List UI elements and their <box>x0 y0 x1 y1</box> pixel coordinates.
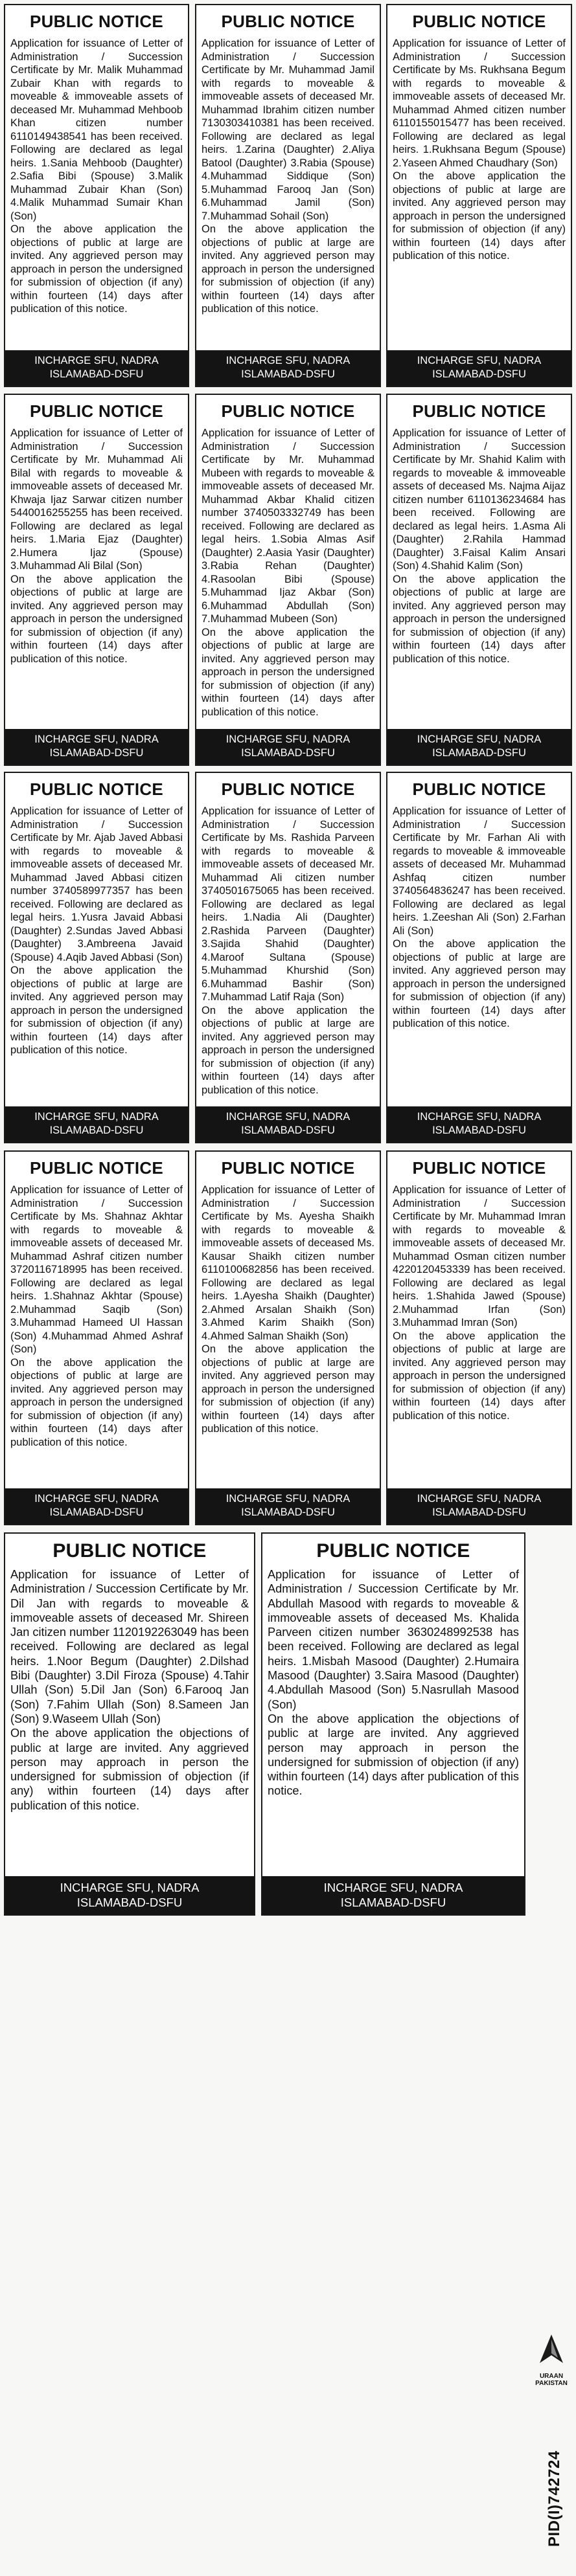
public-notice-12 <box>386 1150 572 1525</box>
notice-application-text: Application for issuance of Letter of Administration / Succession Certificate by Mr. Muhammad Imran with regards to moveable & immoveable assets of deceased Mr. Muhammad Osman citizen number 4220120453339 has been received. Following are declared as legal heirs. 1.Shahida Jawed (Spouse) 2.Muhammad Irfan (Son) 3.Muhammad Imran (Son) <box>393 1184 566 1328</box>
notice-application-text: Application for issuance of Letter of Administration / Succession Certificate by Mr. Muhammad Jamil with regards to moveable & immoveable assets of deceased Mr. Muhammad Ibrahim citizen number 7130303410381 has been received. Following are declared as legal heirs. 1.Zarina (Daughter) 2.Aliya Batool (Daughter) 3.Rabia (Spouse) 4.Muhammad Siddique (Son) 5.Muhammad Farooq Jan (Son) 6.Muhammad Jamil (Son) 7.Muhammad Sohail (Son) <box>202 38 374 222</box>
footer-line-2: ISLAMABAD-DSFU <box>241 747 335 759</box>
notice-title: PUBLIC NOTICE <box>221 401 355 421</box>
notice-title: PUBLIC NOTICE <box>412 779 546 799</box>
notice-body <box>5 805 188 1057</box>
notice-body <box>196 805 380 1097</box>
footer-line-1: INCHARGE SFU, NADRA <box>225 355 351 366</box>
notice-title: PUBLIC NOTICE <box>29 1158 164 1178</box>
public-notice-14 <box>261 1532 525 1916</box>
notice-application-text: Application for issuance of Letter of Administration / Succession Certificate by Mr. Muhammad Mubeen with regards to moveable & immoveable assets of deceased Mr. Muhammad Akbar Khalid citizen number 3740503332749 has been received. Following are declared as legal heirs. 1.Sobia Almas Asif (Daughter) 2.Aasia Yasir (Daughter) 3.Rabia Rehan (Daughter) 4.Rasoolan Bibi (Spouse) 5.Muhammad Ijaz Akbar (Son) 6.Muhammad Abdullah (Son) 7.Muhammad Mubeen (Son) <box>202 427 374 625</box>
notice-application-text: Application for issuance of Letter of Administration / Succession Certificate by Mr. Muhammad Ali Bilal with regards to moveable & immoveable assets of deceased Mr. Khwaja Ijaz Sarwar citizen number 5440016255255 has been received. Following are declared as legal heirs. 1.Maria Ejaz (Daughter) 2.Humera Ijaz (Spouse) 3.Muhammad Ali Bilal (Son) <box>10 427 183 572</box>
notice-footer <box>196 1488 380 1524</box>
footer-line-2: ISLAMABAD-DSFU <box>432 1506 526 1518</box>
public-notice-8 <box>195 772 381 1143</box>
footer-line-2: ISLAMABAD-DSFU <box>49 1506 144 1518</box>
notice-body <box>196 37 380 316</box>
footer-line-1: INCHARGE SFU, NADRA <box>417 1493 542 1505</box>
footer-line-2: ISLAMABAD-DSFU <box>49 1125 144 1136</box>
notice-application-text: Application for issuance of Letter of Administration / Succession Certificate by Ms. Shahnaz Akhtar with regards to moveable & immoveable assets of deceased Mr. Muhammad Ashraf citizen number 3720116718995 has been received. Following are declared as legal heirs. 1.Shahnaz Akhtar (Spouse) 2.Muhammad Saqib (Son) 3.Muhammad Hameed Ul Hassan (Son) 4.Muhammad Ahmed Ashraf (Son) <box>10 1184 183 1355</box>
notice-application-text: Application for issuance of Letter of Administration / Succession Certificate by Ms. Rashida Parveen with regards to moveable & immoveable assets of deceased Mr. Muhammad Ali citizen number 3740501675065 has been received. Following are declared as legal heirs. 1.Nadia Ali (Daughter) 2.Rashida Parveen (Daughter) 3.Sajida Shahid (Daughter) 4.Maroof Sultana (Spouse) 5.Muhammad Khurshid (Son) 6.Muhammad Bashir (Son) 7.Muhammad Latif Raja (Son) <box>202 805 374 1003</box>
footer-line-1: INCHARGE SFU, NADRA <box>34 355 159 366</box>
footer-line-1: INCHARGE SFU, NADRA <box>34 1493 159 1505</box>
footer-line-2: ISLAMABAD-DSFU <box>76 1896 183 1909</box>
notice-body <box>196 427 380 719</box>
notice-footer <box>5 1106 188 1142</box>
footer-line-1: INCHARGE SFU, NADRA <box>417 355 542 366</box>
notice-body <box>262 1567 524 1798</box>
notice-footer <box>262 1876 524 1914</box>
footer-line-1: INCHARGE SFU, NADRA <box>417 1111 542 1123</box>
notice-closing-text: On the above application the objections of public at large are invited. Any aggrieved person may approach in person the undersigned for submission of objection (if any) within fourteen (14) days after publication of this notice. <box>10 965 183 1056</box>
notice-title: PUBLIC NOTICE <box>316 1540 470 1562</box>
footer-line-1: INCHARGE SFU, NADRA <box>225 734 351 745</box>
notice-closing-text: On the above application the objections of public at large are invited. Any aggrieved person may approach in person the undersigned for submission of objection (if any) within fourteen (14) days after publication of this notice. <box>202 626 374 718</box>
notice-application-text: Application for issuance of Letter of Administration / Succession Certificate by Mr. Abdullah Masood with regards to moveable & immoveable assets of deceased Ms. Khalida Parveen citizen number 3630248992538 has been received. Following are declared as legal heirs. 1.Misbah Masood (Daughter) 2.Humaira Masood (Daughter) 3.Saira Masood (Daughter) 4.Abdullah Masood (Son) 5.Nasrullah Masood (Son) <box>268 1568 519 1711</box>
footer-line-1: INCHARGE SFU, NADRA <box>417 734 542 745</box>
notice-closing-text: On the above application the objections of public at large are invited. Any aggrieved person may approach in person the undersigned for submission of objection (if any) within fourteen (14) days after publication of this notice. <box>393 573 566 665</box>
notice-footer <box>5 350 188 386</box>
footer-line-2: ISLAMABAD-DSFU <box>432 747 526 759</box>
logo-line-1: URAAN <box>539 2373 564 2380</box>
notice-application-text: Application for issuance of Letter of Administration / Succession Certificate by Mr. Ajab Javed Abbasi with regards to moveable & immoveable assets of deceased Mr. Muhammad Javed Abbasi citizen number 3740589977357 has been received. Following are declared as legal heirs. 1.Yusra Javaid Abbasi (Daughter) 2.Sundas Javed Abbasi (Daughter) 3.Ambreena Javaid (Spouse) 4.Aqib Javed Abbasi (Son) <box>10 805 183 963</box>
notice-title: PUBLIC NOTICE <box>29 401 164 421</box>
notice-title: PUBLIC NOTICE <box>221 1158 355 1178</box>
notice-footer <box>196 350 380 386</box>
footer-line-2: ISLAMABAD-DSFU <box>340 1896 446 1909</box>
footer-line-2: ISLAMABAD-DSFU <box>432 1125 526 1136</box>
notice-closing-text: On the above application the objections of public at large are invited. Any aggrieved person may approach in person the undersigned for submission of objection (if any) within fourteen (14) days after publication of this notice. <box>10 573 183 665</box>
public-notice-7 <box>4 772 189 1143</box>
notice-closing-text: On the above application the objections of public at large are invited. Any aggrieved person may approach in person the undersigned for submission of objection (if any) within fourteen (14) days after publication of this notice. <box>202 223 374 315</box>
notice-application-text: Application for issuance of Letter of Administration / Succession Certificate by Ms. Ayesha Shaikh with regards to moveable & immoveable assets of deceased Ms. Kausar Shaikh citizen number 6110100682856 has been received. Following are declared as legal heirs. 1.Ayesha Shaikh (Daughter) 2.Ahmed Arsalan Shaikh (Son) 3.Ahmed Karim Shaikh (Son) 4.Ahmed Salman Shaikh (Son) <box>202 1184 374 1342</box>
notice-closing-text: On the above application the objections of public at large are invited. Any aggrieved person may approach in person the undersigned for submission of objection (if any) within fourteen (14) days after publication of this notice. <box>10 223 183 315</box>
footer-line-1: INCHARGE SFU, NADRA <box>323 1881 463 1894</box>
notice-application-text: Application for issuance of Letter of Administration / Succession Certificate by Mr. Farhan Ali with regards to moveable & immoveable assets of deceased Mr. Muhammad Ashfaq citizen number 3740564836247 has been received. Following are declared as legal heirs. 1.Zeeshan Ali (Son) 2.Farhan Ali (Son) <box>393 805 566 937</box>
public-notice-9 <box>386 772 572 1143</box>
public-notice-10 <box>4 1150 189 1525</box>
footer-line-2: ISLAMABAD-DSFU <box>49 747 144 759</box>
notice-title: PUBLIC NOTICE <box>221 12 355 31</box>
uraan-pakistan-logo <box>535 2331 568 2425</box>
notice-title: PUBLIC NOTICE <box>29 12 164 31</box>
notice-closing-text: On the above application the objections of public at large are invited. Any aggrieved person may approach in person the undersigned for submission of objection (if any) within fourteen (14) days after publication of this notice. <box>10 1356 183 1448</box>
public-notice-13 <box>4 1532 255 1916</box>
logo-line-2: PAKISTAN <box>535 2380 568 2387</box>
public-notice-4 <box>4 394 189 766</box>
notice-title: PUBLIC NOTICE <box>29 779 164 799</box>
notice-body <box>5 1183 188 1449</box>
notice-closing-text: On the above application the objections of public at large are invited. Any aggrieved person may approach in person the undersigned for submission of objection (if any) within fourteen (14) days after publication of this notice. <box>10 1727 249 1812</box>
footer-line-1: INCHARGE SFU, NADRA <box>60 1881 200 1894</box>
notice-application-text: Application for issuance of Letter of Administration / Succession Certificate by Mr. Shahid Kalim with regards to moveable & immoveable assets of deceased Ms. Najma Aijaz citizen number 6110136234684 has been received. Following are declared as legal heirs. 1.Asma Ali (Daughter) 2.Rahila Hammad (Daughter) 3.Faisal Kalim Ansari (Son) 4.Shahid Kalim (Son) <box>393 427 566 572</box>
footer-line-2: ISLAMABAD-DSFU <box>49 368 144 380</box>
notice-application-text: Application for issuance of Letter of Administration / Succession Certificate by Ms. Rukhsana Begum with regards to moveable & immoveable assets of deceased Mr. Muhammad Ahmed citizen number 6110155015477 has been received. Following are declared as legal heirs. 1.Rukhsana Begum (Spouse) 2.Yaseen Ahmed Chaudhary (Son) <box>393 38 566 169</box>
footer-line-2: ISLAMABAD-DSFU <box>241 1506 335 1518</box>
footer-line-1: INCHARGE SFU, NADRA <box>225 1111 351 1123</box>
notice-closing-text: On the above application the objections of public at large are invited. Any aggrieved person may approach in person the undersigned for submission of objection (if any) within fourteen (14) days after publication of this notice. <box>393 170 566 262</box>
notice-body <box>5 37 188 316</box>
public-notice-11 <box>195 1150 381 1525</box>
notice-footer <box>196 1106 380 1142</box>
notice-closing-text: On the above application the objections of public at large are invited. Any aggrieved person may approach in person the undersigned for submission of objection (if any) within fourteen (14) days after publication of this notice. <box>268 1712 519 1798</box>
public-notice-3 <box>386 4 572 387</box>
notice-title: PUBLIC NOTICE <box>412 401 546 421</box>
notice-footer <box>5 729 188 765</box>
footer-line-1: INCHARGE SFU, NADRA <box>34 734 159 745</box>
notice-footer <box>387 1488 571 1524</box>
footer-line-2: ISLAMABAD-DSFU <box>432 368 526 380</box>
public-notice-6 <box>386 394 572 766</box>
footer-line-1: INCHARGE SFU, NADRA <box>225 1493 351 1505</box>
notice-body <box>5 427 188 666</box>
footer-line-2: ISLAMABAD-DSFU <box>241 1125 335 1136</box>
notice-closing-text: On the above application the objections of public at large are invited. Any aggrieved person may approach in person the undersigned for submission of objection (if any) within fourteen (14) days after publication of this notice. <box>202 1343 374 1435</box>
notice-body <box>387 1183 571 1422</box>
notice-title: PUBLIC NOTICE <box>412 12 546 31</box>
footer-line-1: INCHARGE SFU, NADRA <box>34 1111 159 1123</box>
notice-closing-text: On the above application the objections of public at large are invited. Any aggrieved person may approach in person the undersigned for submission of objection (if any) within fourteen (14) days after publication of this notice. <box>393 1330 566 1422</box>
notice-body <box>5 1567 254 1813</box>
notice-body <box>387 805 571 1031</box>
pid-number: PID(I)742724 <box>546 2450 563 2548</box>
notice-body <box>387 427 571 666</box>
notice-footer <box>387 350 571 386</box>
footer-line-2: ISLAMABAD-DSFU <box>241 368 335 380</box>
uraan-logo-icon <box>535 2331 568 2369</box>
notice-application-text: Application for issuance of Letter of Administration / Succession Certificate by Mr. Malik Muhammad Zubair Khan with regards to moveable & immoveable assets of deceased Mr. Muhammad Mehboob Khan citizen number 6110149438541 has been received. Following are declared as legal heirs. 1.Sania Mehboob (Daughter) 2.Safia Bibi (Spouse) 3.Malik Muhammad Zubair Khan (Son) 4.Malik Muhammad Sumair Khan (Son) <box>10 38 183 222</box>
public-notice-5 <box>195 394 381 766</box>
notice-application-text: Application for issuance of Letter of Administration / Succession Certificate by Mr. Dil Jan with regards to moveable & immoveable assets of deceased Mr. Shireen Jan citizen number 1120192263049 has been received. Following are declared as legal heirs. 1.Noor Begum (Daughter) 2.Dilshad Bibi (Daughter) 3.Dil Firoza (Spouse) 4.Tahir Ullah (Son) 5.Dil Jan (Son) 6.Farooq Jan (Son) 7.Fahim Ullah (Son) 8.Sameen Jan (Son) 9.Waseem Ullah (Son) <box>10 1568 249 1725</box>
notice-title: PUBLIC NOTICE <box>412 1158 546 1178</box>
notice-footer <box>196 729 380 765</box>
notice-title: PUBLIC NOTICE <box>52 1540 207 1562</box>
public-notice-1 <box>4 4 189 387</box>
notice-footer <box>387 729 571 765</box>
notice-body <box>387 37 571 263</box>
notice-body <box>196 1183 380 1436</box>
notice-title: PUBLIC NOTICE <box>221 779 355 799</box>
notice-closing-text: On the above application the objections of public at large are invited. Any aggrieved person may approach in person the undersigned for submission of objection (if any) within fourteen (14) days after publication of this notice. <box>393 938 566 1029</box>
notice-footer <box>5 1876 254 1914</box>
notice-closing-text: On the above application the objections of public at large are invited. Any aggrieved person may approach in person the undersigned for submission of objection (if any) within fourteen (14) days after publication of this notice. <box>202 1004 374 1096</box>
notice-footer <box>387 1106 571 1142</box>
public-notice-2 <box>195 4 381 387</box>
notice-footer <box>5 1488 188 1524</box>
